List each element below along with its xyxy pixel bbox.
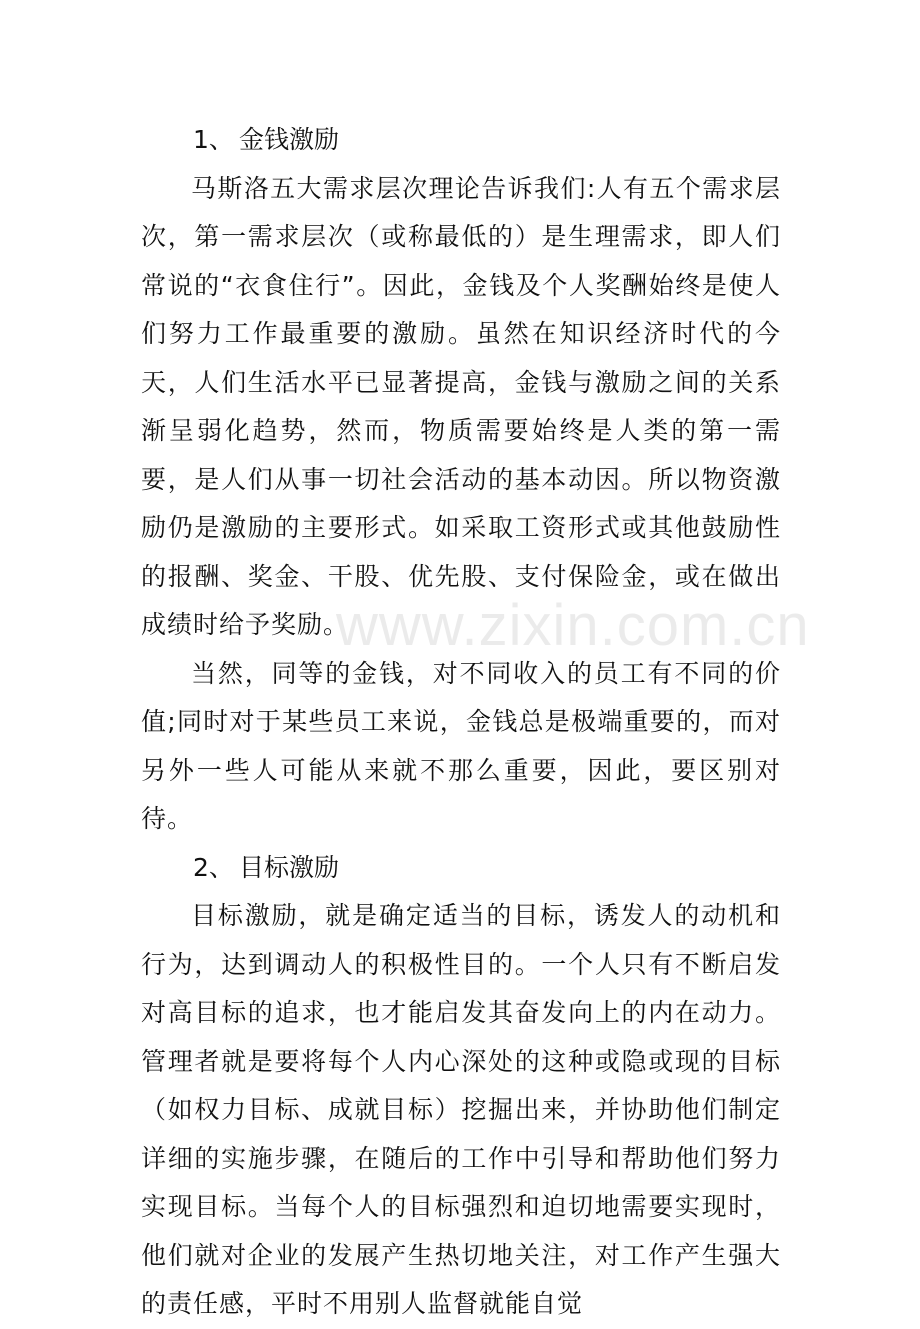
watermark: www.zixin.com.cn: [336, 593, 810, 658]
section-title: 目标激励: [239, 852, 340, 882]
section-number: 2、: [193, 852, 234, 882]
document-body: [141, 116, 781, 1329]
paragraph-maslow-needs: 马斯洛五大需求层次理论告诉我们:人有五个需求层次，第一需求层次（或称最低的）是生理需求，即人们常说的“衣食住行”。因此，金钱及个人奖酬始终是使人们努力工作最重要的激励。虽然在知识经济时代的今天，人们生活水平已显著提高，金钱与激励之间的关系渐呈弱化趋势，然而，物质需要始终是人类的第一需要，是人们从事一切社会活动的基本动因。所以物资激励仍是激励的主要形式。如采取工资形式或其他鼓励性的报酬、奖金、干股、优先股、支付保险金，或在做出成绩时给予奖励。: [141, 173, 781, 639]
section-heading-goal-incentive: [141, 844, 781, 893]
paragraph-differential-treatment: 当然，同等的金钱，对不同收入的员工有不同的价值;同时对于某些员工来说，金钱总是极端重要的，而对另外一些人可能从来就不那么重要，因此，要区别对待。: [141, 658, 781, 833]
paragraph-goal-incentive: 目标激励，就是确定适当的目标，诱发人的动机和行为，达到调动人的积极性目的。一个人只有不断启发对高目标的追求，也才能启发其奋发向上的内在动力。管理者就是要将每个人内心深处的这种或隐或现的目标（如权力目标、成就目标）挖掘出来，并协助他们制定详细的实施步骤，在随后的工作中引导和帮助他们努力实现目标。当每个人的目标强烈和迫切地需要实现时，他们就对企业的发展产生热切地关注，对工作产生强大的责任感，平时不用别人监督就能自觉: [141, 901, 781, 1318]
section-number: 1、: [193, 125, 234, 154]
section-heading-money-incentive: [141, 116, 781, 165]
section-title: 金钱激励: [239, 125, 340, 154]
